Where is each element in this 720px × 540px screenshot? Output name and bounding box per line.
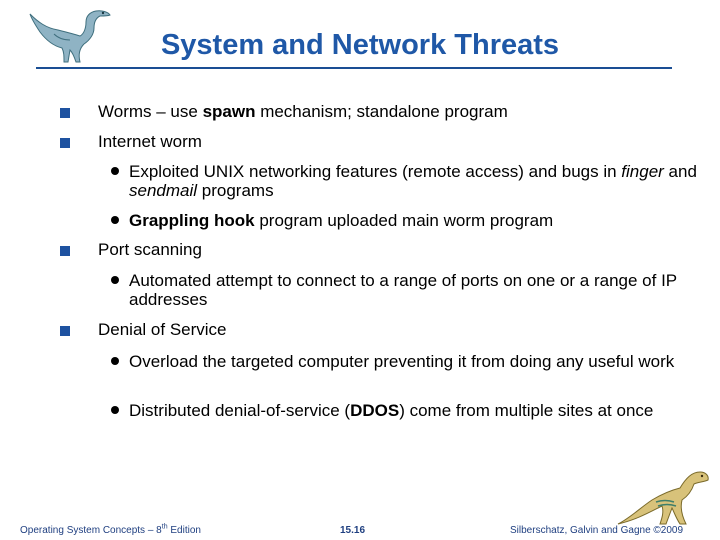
square-bullet-icon (60, 108, 70, 118)
bullet-item: Internet worm (98, 132, 202, 151)
footer-copyright: Silberschatz, Galvin and Gagne ©2009 (510, 525, 684, 536)
bullet-item: Port scanning (98, 240, 202, 259)
round-bullet-icon (111, 276, 119, 284)
sub-bullet-item: Grappling hook program uploaded main worm program (129, 211, 554, 230)
sub-bullet-item: Overload the targeted computer preventing it from doing any useful work (129, 352, 675, 371)
bullet-item: Denial of Service (98, 320, 227, 339)
square-bullet-icon (60, 326, 70, 336)
sub-bullet-item: Automated attempt to connect to a range of ports on one or a range of IP addresses (129, 271, 677, 309)
footer-book-title: Operating System Concepts – 8th Edition (20, 523, 201, 536)
sub-bullet-item: Distributed denial-of-service (DDOS) come from multiple sites at once (129, 401, 654, 420)
round-bullet-icon (111, 406, 119, 414)
round-bullet-icon (111, 167, 119, 175)
sub-bullet-item: Exploited UNIX networking features (remote access) and bugs in finger and sendmail programs (129, 162, 697, 200)
round-bullet-icon (111, 216, 119, 224)
slide-title: System and Network Threats (160, 29, 560, 61)
square-bullet-icon (60, 246, 70, 256)
bullet-item: Worms – use spawn mechanism; standalone program (98, 102, 508, 121)
square-bullet-icon (60, 138, 70, 148)
round-bullet-icon (111, 357, 119, 365)
slide-number: 15.16 (340, 525, 366, 536)
dinosaur-corner-icon (612, 464, 712, 532)
